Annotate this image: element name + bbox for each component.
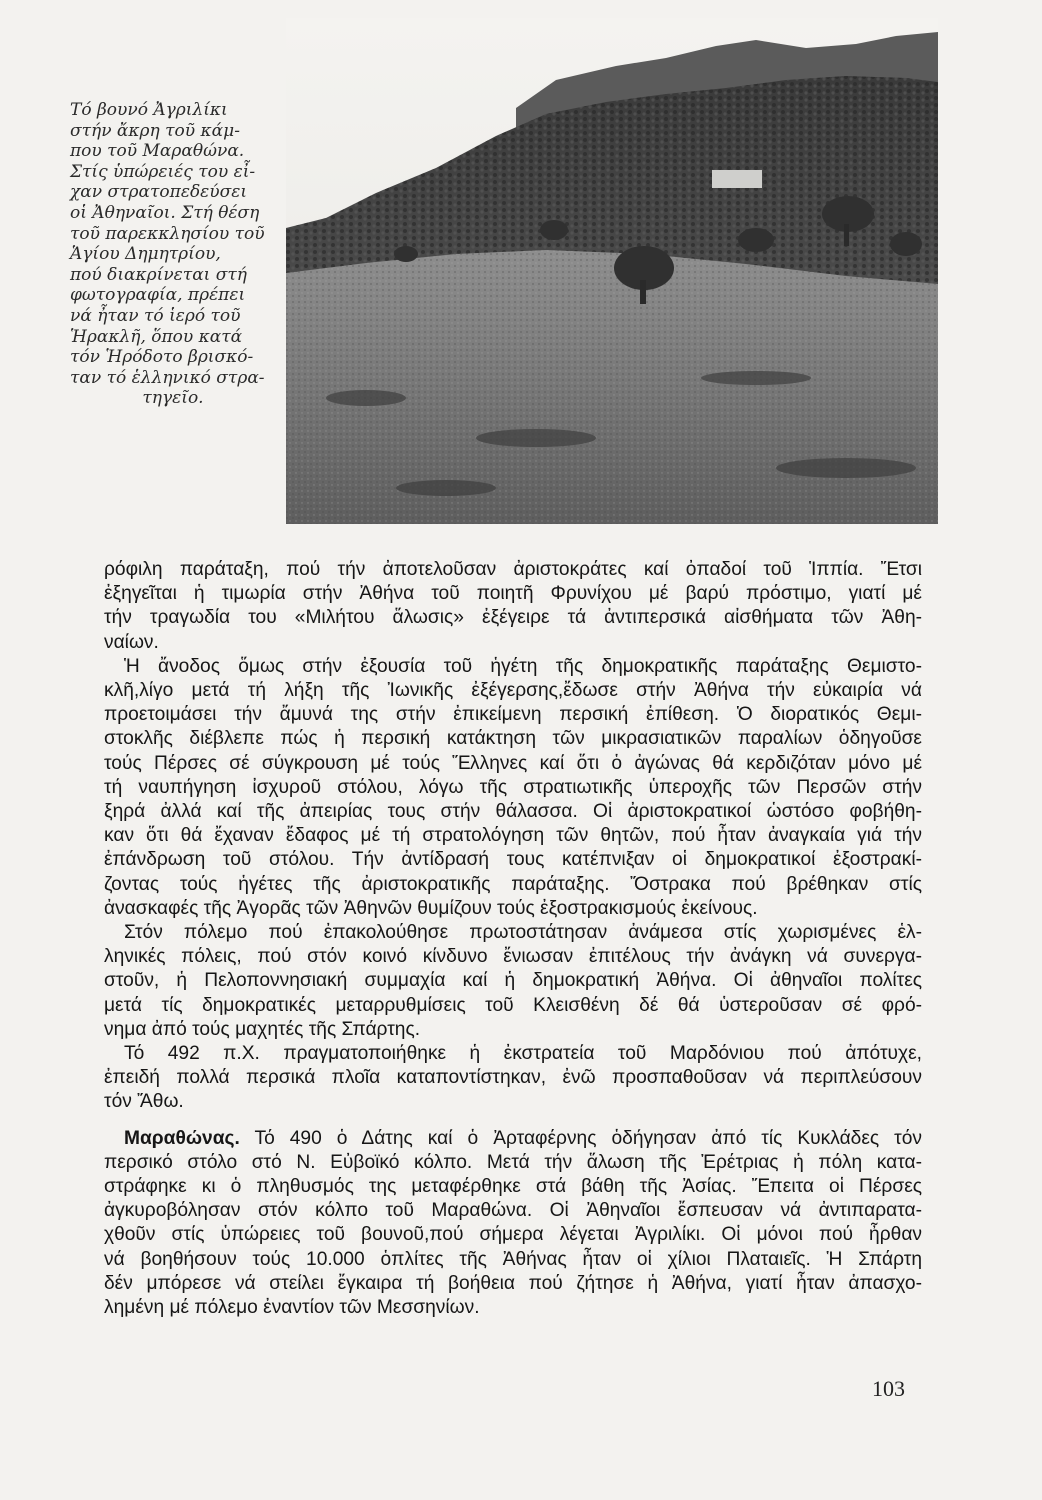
text-line: ναίων.	[104, 631, 159, 653]
paragraph-1	[104, 558, 922, 655]
text-line: Στόν πόλεμο πού ἐπακολούθησε πρωτοστάτησαν ἀνάμεσα στίς χωρισμένες ἑλ-	[124, 922, 922, 944]
text-line: νά βοηθήσουν τούς 10.000 ὁπλίτες τῆς Ἀθήνας ἦταν οἱ χίλιοι Πλαταιεῖς. Ἡ Σπάρτη	[104, 1248, 922, 1270]
text-line: ἀγκυροβόλησαν στόν κόλπο τοῦ Μαραθώνα. Οἱ Ἀθηναῖοι ἔσπευσαν νά ἀντιπαρατα-	[104, 1200, 922, 1222]
caption-line: νά ἦταν τό ἱερό τοῦ	[70, 305, 241, 326]
caption-line: τόν Ἡρόδοτο βρισκό-	[70, 347, 254, 368]
text-line: ξηρά ἀλλά καί τῆς ἀπειρίας τους στήν θάλασσα. Οἱ ἀριστοκρατικοί ὡστόσο φοβήθη-	[104, 801, 922, 823]
text-line: ρόφιλη παράταξη, πού τήν ἀποτελοῦσαν ἀριστοκράτες καί ὀπαδοί τοῦ Ἱππία. Ἔτσι	[104, 559, 922, 580]
text-line: μετά τίς δημοκρατικές μεταρρυθμίσεις τοῦ Κλεισθένη δέ θά ὑστεροῦσαν σέ φρό-	[104, 994, 922, 1016]
caption-line: τοῦ παρεκκλησίου τοῦ	[70, 223, 265, 244]
text-line: ἐξηγεῖται ἡ τιμωρία στήν Ἀθήνα τοῦ ποιητῆ Φρυνίχου μέ βαρύ πρόστιμο, γιατί μέ	[104, 583, 922, 605]
text-line: περσικό στόλο στό Ν. Εὐβοϊκό κόλπο. Μετά τήν ἅλωση τῆς Ἐρέτριας ἡ πόλη κατα-	[104, 1151, 922, 1173]
article-body	[104, 558, 922, 1320]
caption-line: τηγεῖο.	[142, 388, 204, 409]
paragraph-5	[104, 1127, 922, 1321]
text-line: κλῆ,λίγο μετά τή λήξη τῆς Ἰωνικῆς ἐξέγερσης,ἔδωσε στήν Ἀθήνα τήν εὐκαιρία νά	[104, 680, 922, 702]
text-line: προετοιμάσει τήν ἄμυνά της στήν ἐπικείμενη περσική ἐπίθεση. Ὁ διορατικός Θεμι-	[104, 704, 922, 726]
caption-line: στήν ἄκρη τοῦ κάμ-	[70, 120, 240, 141]
text-line: τούς Πέρσες σέ σύγκρουση μέ τούς Ἕλληνες καί ὅτι ὁ ἀγώνας θά κερδιζόταν μόνο μέ	[104, 752, 922, 774]
caption-line: που τοῦ Μαραθώνα.	[70, 141, 245, 162]
photo-caption	[70, 100, 276, 409]
landscape-photo	[286, 18, 938, 524]
page-number: 103	[872, 1376, 905, 1401]
paragraph-4	[104, 1042, 922, 1115]
caption-line: Ἁγίου Δημητρίου,	[70, 244, 221, 265]
text-line: στοκλῆς διέβλεπε πώς ἡ περσική κατάκτηση τῶν μικρασιατικῶν παραλίων ὁδηγοῦσε	[104, 728, 922, 750]
text-line: τήν τραγωδία του «Μιλήτου ἅλωσις» ἐξέγειρε τά ἀντιπερσικά αἰσθήματα τῶν Ἀθη-	[104, 607, 922, 629]
paragraph-2	[104, 655, 922, 921]
text-line: στράφηκε κι ὁ πληθυσμός της μεταφέρθηκε στά βάθη τῆς Ἀσίας. Ἔπειτα οἱ Πέρσες	[104, 1176, 922, 1198]
caption-line: Στίς ὑπώρειές του εἶ-	[70, 161, 256, 182]
text-line: ἀνασκαφές τῆς Ἀγορᾶς τῶν Ἀθηνῶν θυμίζουν τούς ἐξοστρακισμούς ἐκείνους.	[104, 897, 758, 919]
caption-line: φωτογραφία, πρέπει	[70, 285, 246, 306]
paragraph-3	[104, 921, 922, 1042]
landscape-illustration	[286, 18, 938, 524]
text-line: δέν μπόρεσε νά στείλει ἔγκαιρα τή βοήθεια πού ζήτησε ἡ Ἀθήνα, γιατί ἦταν ἀπασχο-	[104, 1272, 922, 1294]
text-line: Ἡ ἄνοδος ὅμως στήν ἐξουσία τοῦ ἡγέτη τῆς δημοκρατικῆς παράταξης Θεμιστο-	[124, 655, 922, 677]
section-heading-marathon: Μαραθώνας.	[124, 1127, 240, 1149]
text-run: Τό 490 ὁ Δάτης καί ὁ Ἀρταφέρνης ὁδήγησαν ἀπό τίς Κυκλάδες τόν	[239, 1127, 922, 1149]
text-line: νημα ἀπό τούς μαχητές τῆς Σπάρτης.	[104, 1018, 421, 1040]
text-line: ζοντας τούς ἡγέτες τῆς ἀριστοκρατικῆς παράταξης. Ὄστρακα πού βρέθηκαν στίς	[104, 873, 922, 895]
caption-line: Τό βουνό Ἀγριλίκι	[70, 100, 228, 120]
text-line: λημένη μέ πόλεμο ἐναντίον τῶν Μεσσηνίων.	[104, 1297, 480, 1319]
text-line: τόν Ἄθω.	[104, 1091, 184, 1113]
text-line: ληνικές πόλεις, πού στόν κοινό κίνδυνο ἔνιωσαν ἐπιτέλους τήν ἀνάγκη νά συνεργα-	[104, 946, 922, 968]
text-line: ἐπειδή πολλά περσικά πλοῖα καταποντίστηκαν, ἐνῶ προσπαθοῦσαν νά περιπλεύσουν	[104, 1067, 922, 1089]
text-line: ἐπάνδρωση τοῦ στόλου. Τήν ἀντίδρασή τους κατέπνιξαν οἱ δημοκρατικοί ἐξοστρακί-	[104, 849, 922, 871]
caption-line: ταν τό ἑλληνικό στρα-	[70, 367, 265, 388]
text-line	[104, 1127, 922, 1151]
text-line: τή ναυπήγηση ἰσχυροῦ στόλου, λόγω τῆς στρατιωτικῆς ὑπεροχῆς τῶν Περσῶν στήν	[104, 776, 922, 798]
text-line: χθοῦν στίς ὑπώρειες τοῦ βουνοῦ,πού σήμερα λέγεται Ἀγριλίκι. Οἱ μόνοι πού ἦρθαν	[104, 1224, 922, 1246]
caption-line: οἱ Ἀθηναῖοι. Στή θέση	[70, 202, 260, 223]
caption-line: πού διακρίνεται στή	[70, 264, 247, 285]
text-line: στοῦν, ἡ Πελοποννησιακή συμμαχία καί ἡ δημοκρατική Ἀθήνα. Οἱ ἀθηναῖοι πολίτες	[104, 970, 922, 992]
caption-line: Ἡρακλῆ, ὅπου κατά	[70, 326, 243, 347]
text-line: Τό 492 π.Χ. πραγματοποιήθηκε ἡ ἐκστρατεία τοῦ Μαρδόνιου πού ἀπότυχε,	[124, 1043, 922, 1065]
caption-line: χαν στρατοπεδεύσει	[70, 182, 248, 203]
text-line: καν ὅτι θά ἔχαναν ἔδαφος μέ τή στρατολόγηση τῶν θητῶν, πού ἦταν ἀναγκαία γιά τήν	[104, 825, 922, 847]
